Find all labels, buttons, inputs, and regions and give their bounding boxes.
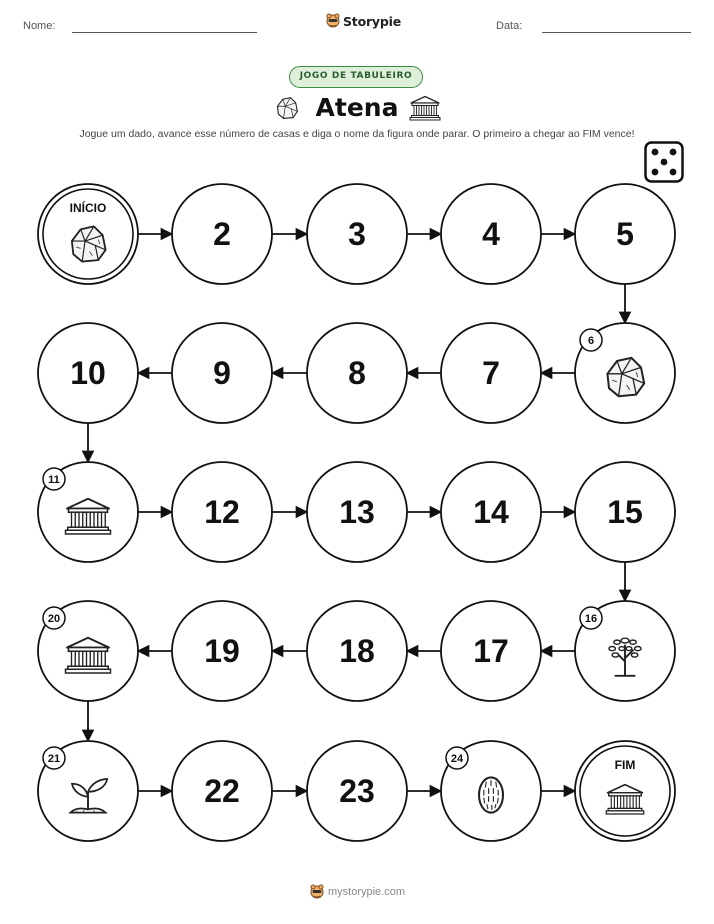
- finish-label: FIM: [614, 758, 636, 772]
- space-number: 22: [204, 773, 240, 809]
- date-label: Data:: [496, 20, 523, 32]
- space-number: 23: [339, 773, 375, 809]
- space-number: 14: [473, 494, 509, 530]
- olive-seed-icon: [479, 777, 503, 812]
- name-label: Nome:: [23, 20, 56, 32]
- board-space: [575, 184, 675, 284]
- space-number: 8: [348, 355, 366, 391]
- space-number: 4: [482, 216, 500, 252]
- space-number-badge: 6: [587, 335, 595, 347]
- board-space: [172, 323, 272, 423]
- board-space: [575, 323, 675, 423]
- board-space: [172, 601, 272, 701]
- footer: [310, 884, 405, 900]
- board-space: [38, 323, 138, 423]
- space-number: 7: [482, 355, 500, 391]
- board-space: [38, 601, 138, 701]
- board-space: [575, 462, 675, 562]
- space-number-badge: 11: [48, 474, 60, 486]
- space-number: 9: [213, 355, 231, 391]
- finish-space: [575, 741, 675, 841]
- board-space: [38, 462, 138, 562]
- space-number: 19: [204, 633, 240, 669]
- board-space: [307, 462, 407, 562]
- board-space: [307, 601, 407, 701]
- space-number: 5: [616, 216, 634, 252]
- board-space: [441, 323, 541, 423]
- space-number: 15: [607, 494, 643, 530]
- board-space: [38, 741, 138, 841]
- space-number: 17: [473, 633, 509, 669]
- page-title: Atena: [315, 93, 399, 122]
- brand-name: Storypie: [343, 13, 401, 29]
- start-space: [38, 184, 138, 284]
- space-number: 2: [213, 216, 231, 252]
- board-space: [172, 741, 272, 841]
- board-space: [441, 741, 541, 841]
- space-number: 10: [70, 355, 106, 391]
- space-number-badge: 24: [450, 753, 464, 765]
- footer-url: mystorypie.com: [328, 886, 406, 898]
- board-space: [307, 184, 407, 284]
- board-space: [172, 184, 272, 284]
- space-number: 18: [339, 633, 375, 669]
- space-number-badge: 20: [47, 613, 61, 625]
- space-number: 12: [204, 494, 240, 530]
- game-type-badge: JOGO DE TABULEIRO: [289, 66, 423, 88]
- start-label: INÍCIO: [69, 201, 107, 215]
- board-space: [172, 462, 272, 562]
- mascot-icon: [310, 884, 324, 900]
- board-space: [307, 323, 407, 423]
- space-number-badge: 16: [584, 613, 598, 625]
- board-space: [441, 601, 541, 701]
- space-number: 3: [348, 216, 366, 252]
- space-number: 13: [339, 494, 375, 530]
- space-number-badge: 21: [47, 753, 61, 765]
- board-space: [441, 184, 541, 284]
- board-space: [575, 601, 675, 701]
- instructions: Jogue um dado, avance esse número de casas e diga o nome da figura onde parar. O primeiro a chegar ao FIM vence!: [79, 128, 635, 140]
- board-space: [441, 462, 541, 562]
- board-space: [307, 741, 407, 841]
